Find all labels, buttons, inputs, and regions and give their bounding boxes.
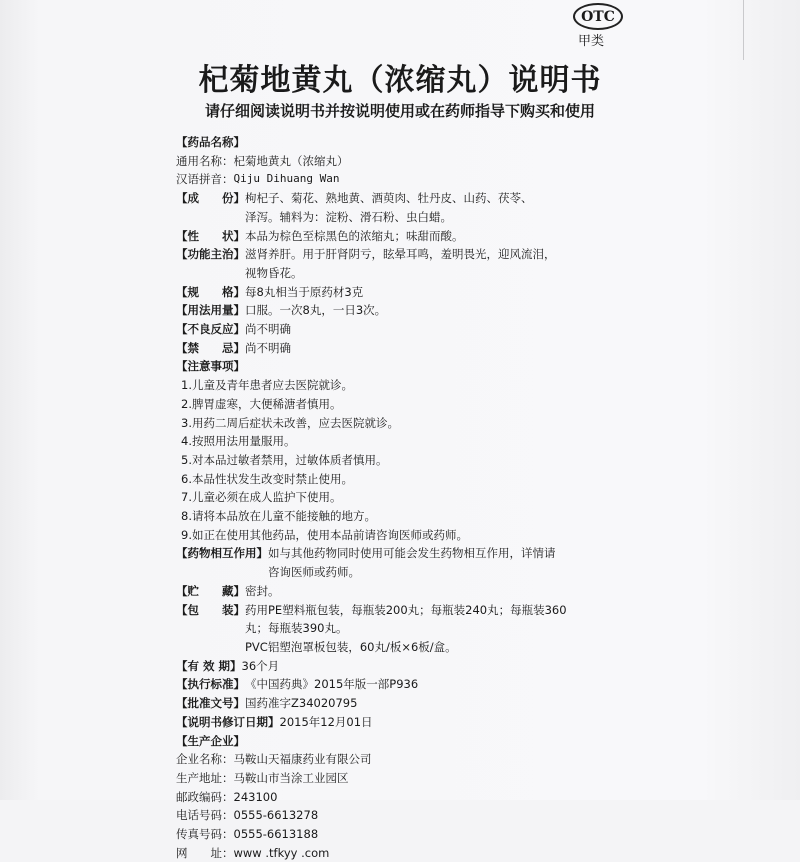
precaution-item: 4.按照用法用量服用。 <box>181 434 296 449</box>
indications-line-1: 滋肾养肝。用于肝肾阴亏，眩晕耳鸣，羞明畏光，迎风流泪， <box>245 247 556 262</box>
packaging-line-2: 丸；每瓶装390丸。 <box>245 621 348 636</box>
packaging-line-3: PVC铝塑泡罩板包装，60丸/板×6板/盒。 <box>245 639 457 654</box>
otc-mark: OTC <box>573 3 623 30</box>
pinyin-label: 汉语拼音： <box>176 172 234 187</box>
indications-label: 【功能主治】 <box>176 247 245 262</box>
revision-label: 【说明书修订日期】 <box>176 714 280 729</box>
postcode-row <box>176 788 776 807</box>
indications-value <box>245 245 776 282</box>
dosage-row <box>176 301 776 320</box>
validity-row <box>176 657 776 676</box>
validity-label: 【有 效 期】 <box>176 658 242 673</box>
ingredients-row <box>176 189 776 226</box>
packaging-value <box>245 601 776 657</box>
precaution-item: 7.儿童必须在成人监护下使用。 <box>181 490 342 505</box>
adverse-label: 【不良反应】 <box>176 322 245 337</box>
address-label: 生产地址： <box>176 770 234 785</box>
fold-line <box>743 0 744 60</box>
phone-label: 电话号码： <box>176 808 234 823</box>
standard-label: 【执行标准】 <box>176 677 245 692</box>
website-row <box>176 844 776 862</box>
generic-name-value: 杞菊地黄丸（浓缩丸） <box>233 153 349 168</box>
pinyin-row <box>176 170 776 189</box>
company-value: 马鞍山天福康药业有限公司 <box>233 752 372 767</box>
generic-name-row <box>176 152 776 171</box>
contraindications-label: 【禁 忌】 <box>176 340 245 355</box>
standard-value: 《中国药典》2015年版一部P936 <box>245 677 419 692</box>
interactions-value <box>268 544 776 581</box>
pinyin-value: Qiju Dihuang Wan <box>233 172 340 186</box>
packaging-label: 【包 装】 <box>176 602 245 617</box>
precaution-item: 8.请将本品放在儿童不能接触的地方。 <box>181 509 376 524</box>
spec-value: 每8丸相当于原药材3克 <box>245 284 364 299</box>
precautions-heading-row <box>176 357 776 376</box>
validity-value: 36个月 <box>241 658 280 673</box>
adverse-value: 尚不明确 <box>245 322 291 337</box>
interactions-label: 【药物相互作用】 <box>176 546 268 561</box>
page-title: 杞菊地黄丸（浓缩丸）说明书 <box>198 63 602 98</box>
contraindications-value: 尚不明确 <box>245 340 291 355</box>
generic-name-label: 通用名称： <box>176 153 234 168</box>
website-label: 网 址： <box>176 845 234 860</box>
phone-value: 0555-6613278 <box>233 808 319 823</box>
company-row <box>176 750 776 769</box>
precaution-item: 1.儿童及青年患者应去医院就诊。 <box>181 378 353 393</box>
otc-class-label: 甲类 <box>578 34 605 49</box>
standard-row <box>176 675 776 694</box>
address-value: 马鞍山市当涂工业园区 <box>233 770 349 785</box>
ingredients-label: 【成 份】 <box>176 191 245 206</box>
precautions-heading: 【注意事项】 <box>176 359 245 374</box>
website-value: www .tfkyy .com <box>233 845 330 860</box>
contraindications-row <box>176 339 776 358</box>
section-drug-name-heading <box>176 133 776 152</box>
leaflet-content <box>176 133 776 862</box>
address-row <box>176 769 776 788</box>
precaution-item: 6.本品性状发生改变时禁止使用。 <box>181 471 353 486</box>
properties-row <box>176 227 776 246</box>
revision-value: 2015年12月01日 <box>279 714 373 729</box>
interactions-line-2: 咨询医师或药师。 <box>268 565 360 580</box>
precaution-item: 2.脾胃虚寒，大便稀溏者慎用。 <box>181 396 342 411</box>
spec-label: 【规 格】 <box>176 284 245 299</box>
page-subtitle: 请仔细阅读说明书并按说明使用或在药师指导下购买和使用 <box>204 102 595 120</box>
company-label: 企业名称： <box>176 752 234 767</box>
precaution-item: 5.对本品过敏者禁用，过敏体质者慎用。 <box>181 452 388 467</box>
interactions-line-1: 如与其他药物同时使用可能会发生药物相互作用，详情请 <box>268 546 556 561</box>
manufacturer-heading: 【生产企业】 <box>176 733 245 748</box>
precaution-item: 9.如正在使用其他药品，使用本品前请咨询医师或药师。 <box>181 527 468 542</box>
precaution-item: 3.用药二周后症状未改善，应去医院就诊。 <box>181 415 399 430</box>
approval-row <box>176 694 776 713</box>
spec-row <box>176 283 776 302</box>
indications-line-2: 视物昏花。 <box>245 265 303 280</box>
indications-row <box>176 245 776 282</box>
fax-value: 0555-6613188 <box>233 827 319 842</box>
adverse-row <box>176 320 776 339</box>
dosage-value: 口服。一次8丸，一日3次。 <box>245 303 387 318</box>
revision-row <box>176 713 776 732</box>
packaging-row <box>176 601 776 657</box>
postcode-value: 243100 <box>233 789 278 804</box>
fax-label: 传真号码： <box>176 827 234 842</box>
storage-value: 密封。 <box>245 583 280 598</box>
interactions-row <box>176 544 776 581</box>
postcode-label: 邮政编码： <box>176 789 234 804</box>
properties-label: 【性 状】 <box>176 228 245 243</box>
ingredients-line-1: 枸杞子、菊花、熟地黄、酒萸肉、牡丹皮、山药、茯苓、 <box>245 191 533 206</box>
storage-label: 【贮 藏】 <box>176 583 245 598</box>
packaging-line-1: 药用PE塑料瓶包装，每瓶装200丸；每瓶装240丸；每瓶装360 <box>245 602 567 617</box>
ingredients-line-2: 泽泻。辅料为：淀粉、滑石粉、虫白蜡。 <box>245 209 452 224</box>
dosage-label: 【用法用量】 <box>176 303 245 318</box>
fax-row <box>176 825 776 844</box>
manufacturer-heading-row <box>176 732 776 751</box>
storage-row <box>176 582 776 601</box>
properties-value: 本品为棕色至棕黑色的浓缩丸；味甜而酸。 <box>245 228 464 243</box>
drug-name-heading: 【药品名称】 <box>176 135 245 149</box>
approval-value: 国药准字Z34020795 <box>245 696 358 711</box>
ingredients-value <box>245 189 776 226</box>
phone-row <box>176 806 776 825</box>
approval-label: 【批准文号】 <box>176 696 245 711</box>
